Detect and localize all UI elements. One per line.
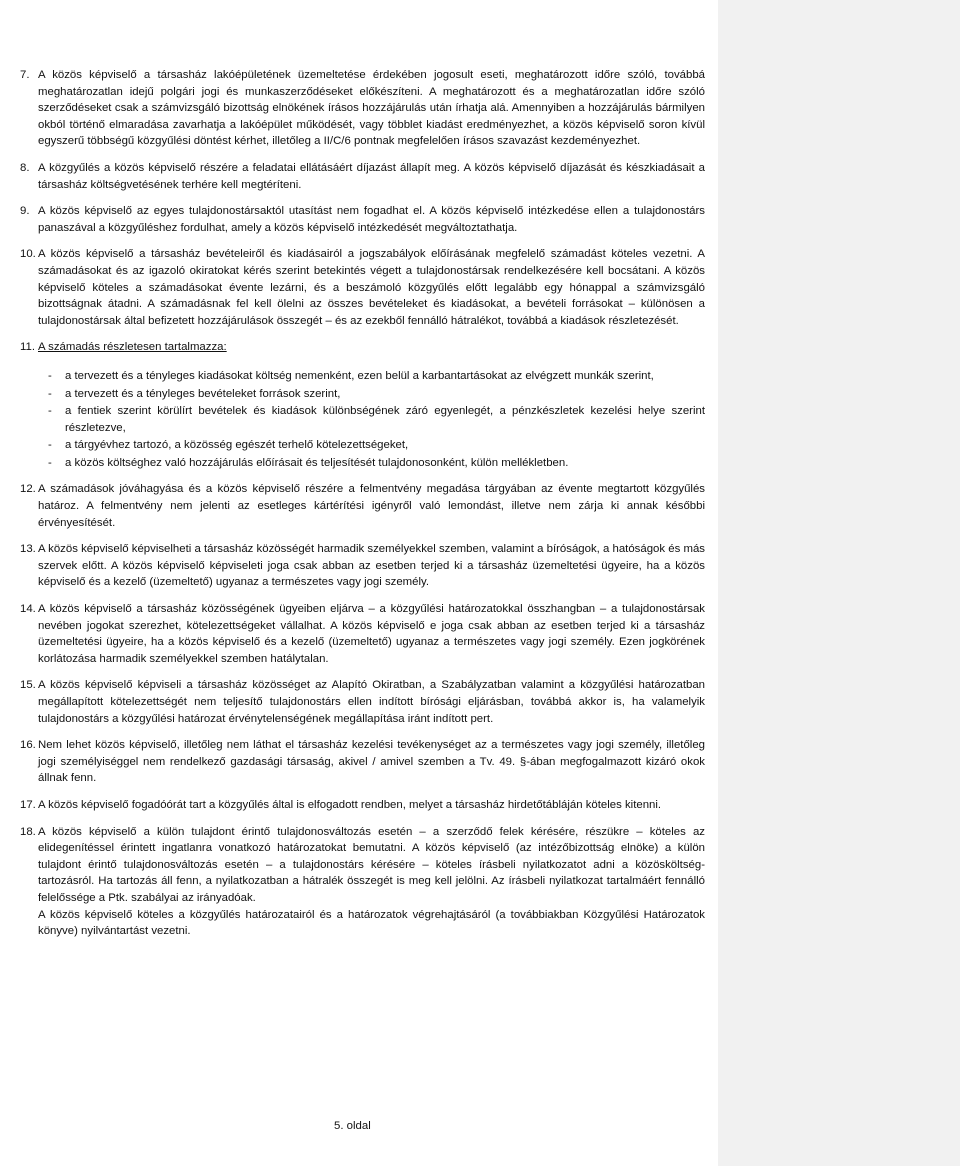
bullet-list	[38, 368, 705, 472]
paragraph-11	[20, 339, 705, 471]
paragraph-number: 15.	[20, 679, 36, 692]
paragraph-18	[20, 824, 705, 940]
paragraph-text: A közgyűlés a közös képviselő részére a feladatai ellátásáért díjazást állapít meg. A közös képviselő díjazását és készkiadásait a társasház költségvetésének terhére kell megtéríteni.	[38, 161, 705, 191]
paragraph-number: 13.	[20, 543, 36, 556]
paragraph-7	[20, 67, 705, 150]
paragraph-number: 18.	[20, 825, 36, 838]
paragraph-number: 16.	[20, 739, 36, 752]
list-item: - a fentiek szerint körülírt bevételek és kiadások különbségének záró egyenlegét, a pénzkészletek kezelési helye szerint részletezve,	[48, 405, 705, 434]
paragraph-13	[20, 541, 705, 591]
paragraph-number: 17.	[20, 798, 36, 811]
list-item: - a tervezett és a tényleges kiadásokat költség nemenként, ezen belül a karbantartásokat az elvégzett munkák szerint,	[48, 369, 654, 382]
page-number: 5. oldal	[334, 1120, 371, 1132]
list-item: - a közös költséghez való hozzájárulás előírásait és teljesítését tulajdonosonként, külön mellékletben.	[48, 456, 569, 469]
section-heading: A számadás részletesen tartalmazza:	[38, 341, 227, 354]
paragraph-text: A közös képviselő köteles a közgyűlés határozatairól és a határozatok végrehajtásáról (a továbbiakban Közgyűlési Határozatok könyve) nyilvántartást vezetni.	[38, 908, 705, 938]
paragraph-15	[20, 677, 705, 727]
paragraph-text: A közös képviselő a társasház lakóépületének üzemeltetése érdekében jogosult eseti, meghatározott időre szóló, továbbá meghatározatlan idejű polgári jogi és munkaszerződéseket előkészíteni. A meghatározott és a meghatározatlan időre szóló szerződéseket csak a számvizsgáló bizottság elnökének írásos hozzájárulás után írhatja alá. Amennyiben a hozzájárulás bármilyen okból történő elmaradása zavarhatja a lakóépület működését, vagy többlet kiadást eredményezhet, a közös képviselő soron kívül egyszerű többségű közgyűlési döntést kérhet, illetőleg a II/C/6 pontnak megfelelően írásos szavazást kezdeményezhet.	[38, 69, 705, 148]
paragraph-text: A közös képviselő az egyes tulajdonostársaktól utasítást nem fogadhat el. A közös képviselő intézkedése ellen a tulajdonostárs panaszával a közgyűléshez fordulhat, amely a közös képviselő intézkedését megváltoztathatja.	[38, 205, 705, 234]
paragraph-17	[20, 797, 705, 814]
paragraph-16	[20, 737, 705, 787]
paragraph-12	[20, 481, 705, 531]
paragraph-number: 10.	[20, 248, 36, 261]
paragraph-text: A közös képviselő a külön tulajdont érintő tulajdonosváltozás esetén – a szerződő felek kérésére, részükre – köteles az elidegenítéssel érintett ingatlanra vonatkozó határozatokat bemutatni. A közös képviselő (az intézőbizottság elnöke) a külön tulajdont érintő tulajdonosváltozás esetén – a tulajdonostárs kérésére – köteles írásbeli nyilatkozatot adni a közösköltség-tartozásról. Ha tartozás áll fenn, a nyilatkozatban a hátralék összegét is meg kell jelölni. Az írásbeli nyilatkozat tartalmáért fennálló felelőssége a Ptk. szabályai az irányadóak.	[38, 825, 705, 904]
paragraph-number: 9.	[20, 205, 30, 218]
paragraph-number: 14.	[20, 603, 36, 616]
paragraph-text: A közös képviselő a társasház bevételeiről és kiadásairól a jogszabályok előírásának megfelelő számadást köteles vezetni. A számadásokat és az igazoló okiratokat kérés szerint betekintés végett a tulajdonostársak rendelkezésére kell bocsátani. A közös képviselő köteles a számadásokat évente lezárni, és a beszámoló közgyűlés előtt legalább egy hónappal a számvizsgáló bizottságnak átadni. A számadásnak fel kell ölelni az összes bevételeket és kiadásokat, a bevételi forrásokat – különösen a tulajdonostársak által befizetett hozzájárulások összegét – és az ezekből fennálló hátralékot, továbbá a kiadások részletezését.	[38, 248, 705, 327]
paragraph-number: 8.	[20, 161, 30, 174]
paragraph-text: A közös képviselő a társasház közösségének ügyeiben eljárva – a közgyűlési határozatokkal összhangban – a tulajdonostársak nevében jogokat szerezhet, kötelezettségeket vállalhat. A közös képviselő e joga csak abban az esetben terjed ki a társasház üzemeltetési ügyeire, ha a közös képviselő és a kezelő (üzemeltető) ugyanaz a természetes vagy jogi személy. Ezen jogkörének korlátozása harmadik személyekkel szemben hatálytalan.	[38, 603, 705, 665]
paragraph-text: A közös képviselő képviselheti a társasház közösségét harmadik személyekkel szemben, valamint a bíróságok, a hatóságok és más szervek előtt. A közös képviselő képviseleti joga csak abban az esetben terjed ki a társasház üzemeltetési ügyeire, ha a közös képviselő és a kezelő (üzemeltető) ugyanaz a természetes vagy jogi személy.	[38, 543, 705, 589]
paragraph-text: A közös képviselő fogadóórát tart a közgyűlés által is elfogadott rendben, melyet a társasház hirdetőtábláján köteles kitenni.	[38, 798, 662, 811]
list-item: - a tárgyévhez tartozó, a közösség egészét terhelő kötelezettségeket,	[48, 439, 409, 452]
list-item: - a tervezett és a tényleges bevételeket források szerint,	[48, 387, 341, 400]
paragraph-text: A közös képviselő képviseli a társasház közösséget az Alapító Okiratban, a Szabályzatban valamint a közgyűlési határozatban megállapított kötelezettségét nem teljesítő tulajdonostárs ellen indított bírósági eljárásban, továbbá akkor is, ha valamelyik tulajdonostárs a közgyűlési határozat érvénytelenségének megállapítása iránt indított pert.	[38, 679, 705, 725]
paragraph-number: 12.	[20, 483, 36, 496]
paragraph-number: 7.	[20, 69, 30, 81]
paragraph-9	[20, 203, 705, 236]
paragraph-text: Nem lehet közös képviselő, illetőleg nem láthat el társasház kezelési tevékenységet az a természetes vagy jogi személy, illetőleg jogi személyiséggel nem rendelkező gazdasági társaság, akivel / amivel szemben a Tv. 49. §-ában megfogalmazott kizáró okok állnak fenn.	[38, 739, 705, 785]
comment-margin	[718, 0, 960, 1166]
paragraph-8	[20, 160, 705, 193]
paragraph-10	[20, 246, 705, 329]
document-body	[20, 67, 705, 950]
paragraph-number: 11.	[20, 341, 35, 354]
paragraph-14	[20, 601, 705, 667]
paragraph-text: A számadások jóváhagyása és a közös képviselő részére a felmentvény megadása tárgyában az évente megtartott közgyűlés határoz. A felmentvény nem jelenti az esetleges kártérítési igényről való lemondást, illetve nem zárja ki annak későbbi érvényesítését.	[38, 483, 705, 529]
